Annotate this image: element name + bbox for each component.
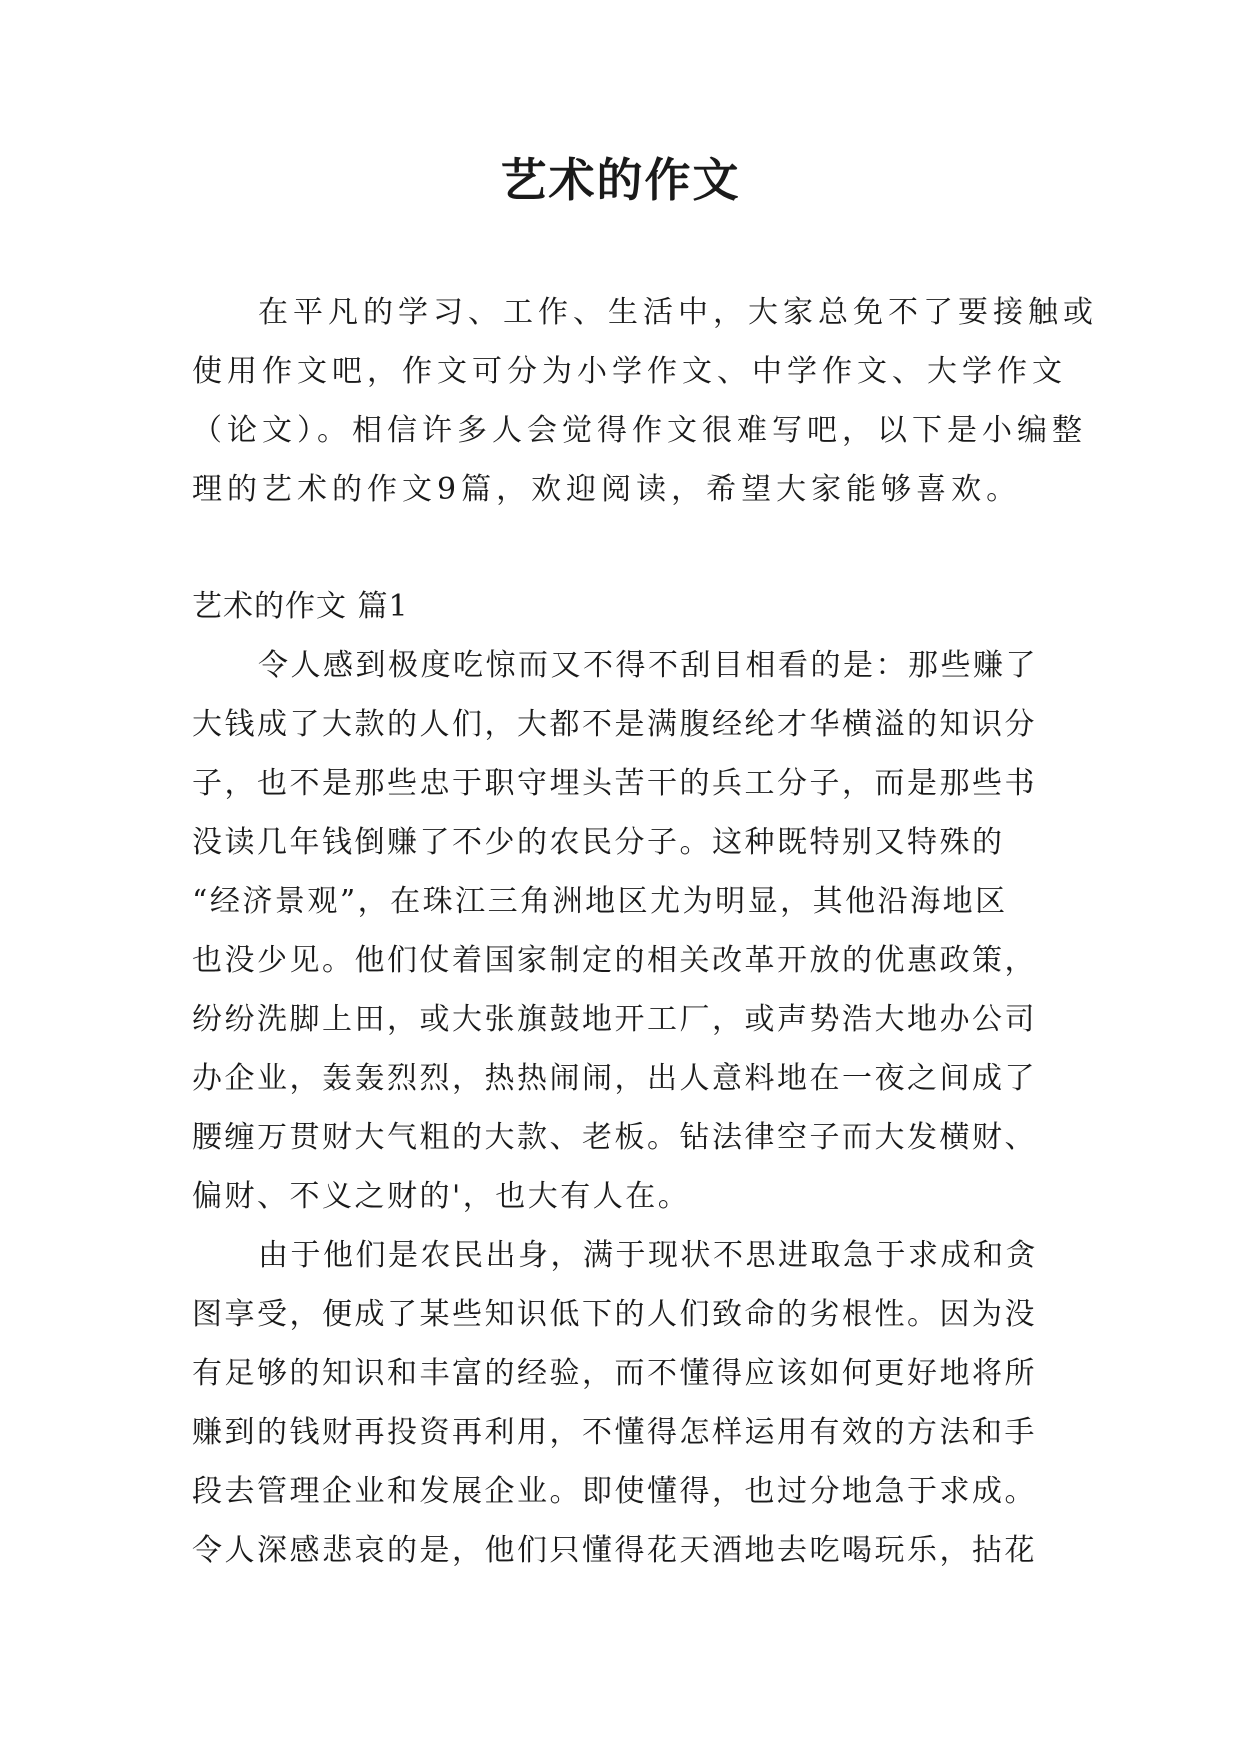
text-line: 使用作文吧，作文可分为小学作文、中学作文、大学作文 — [192, 354, 1067, 389]
paragraph-1 — [192, 636, 1052, 1226]
document-title: 艺术的作文 — [500, 153, 741, 207]
text-line: 有足够的知识和丰富的经验，而不懂得应该如何更好地将所 — [192, 1356, 1037, 1391]
text-line: 赚到的钱财再投资再利用，不懂得怎样运用有效的方法和手 — [192, 1415, 1037, 1450]
text-line: 没读几年钱倒赚了不少的农民分子。这种既特别又特殊的 — [192, 825, 1005, 860]
text-line: 在平凡的学习、工作、生活中，大家总免不了要接触或 — [258, 295, 1098, 330]
text-line: 段去管理企业和发展企业。即使懂得，也过分地急于求成。 — [192, 1474, 1037, 1509]
text-line: 腰缠万贯财大气粗的大款、老板。钻法律空子而大发横财、 — [192, 1120, 1037, 1155]
text-line: 理的艺术的作文9篇，欢迎阅读，希望大家能够喜欢。 — [192, 472, 1022, 507]
text-line: 令人感到极度吃惊而又不得不刮目相看的是：那些赚了 — [258, 648, 1038, 683]
intro-paragraph — [192, 283, 1098, 519]
text-line: “经济景观”，在珠江三角洲地区尤为明显，其他沿海地区 — [192, 884, 1008, 919]
text-line: 偏财、不义之财的'，也大有人在。 — [192, 1179, 691, 1214]
text-line: 纷纷洗脚上田，或大张旗鼓地开工厂，或声势浩大地办公司 — [192, 1002, 1037, 1037]
paragraph-spacer — [192, 519, 1052, 577]
paragraph-2 — [192, 1226, 1052, 1580]
text-line: 大钱成了大款的人们，大都不是满腹经纶才华横溢的知识分 — [192, 707, 1037, 742]
document-body — [192, 283, 1098, 1580]
text-line: （论文）。相信许多人会觉得作文很难写吧，以下是小编整 — [192, 413, 1087, 448]
text-line: 子，也不是那些忠于职守埋头苦干的兵工分子，而是那些书 — [192, 766, 1037, 801]
text-line: 图享受，便成了某些知识低下的人们致命的劣根性。因为没 — [192, 1297, 1037, 1332]
text-line: 由于他们是农民出身，满于现状不思进取急于求成和贪 — [258, 1238, 1038, 1273]
text-line: 也没少见。他们仗着国家制定的相关改革开放的优惠政策， — [192, 943, 1037, 978]
text-line: 办企业，轰轰烈烈，热热闹闹，出人意料地在一夜之间成了 — [192, 1061, 1037, 1096]
section-heading: 艺术的作文 篇1 — [192, 589, 409, 624]
text-line: 令人深感悲哀的是，他们只懂得花天酒地去吃喝玩乐，拈花 — [192, 1533, 1037, 1568]
